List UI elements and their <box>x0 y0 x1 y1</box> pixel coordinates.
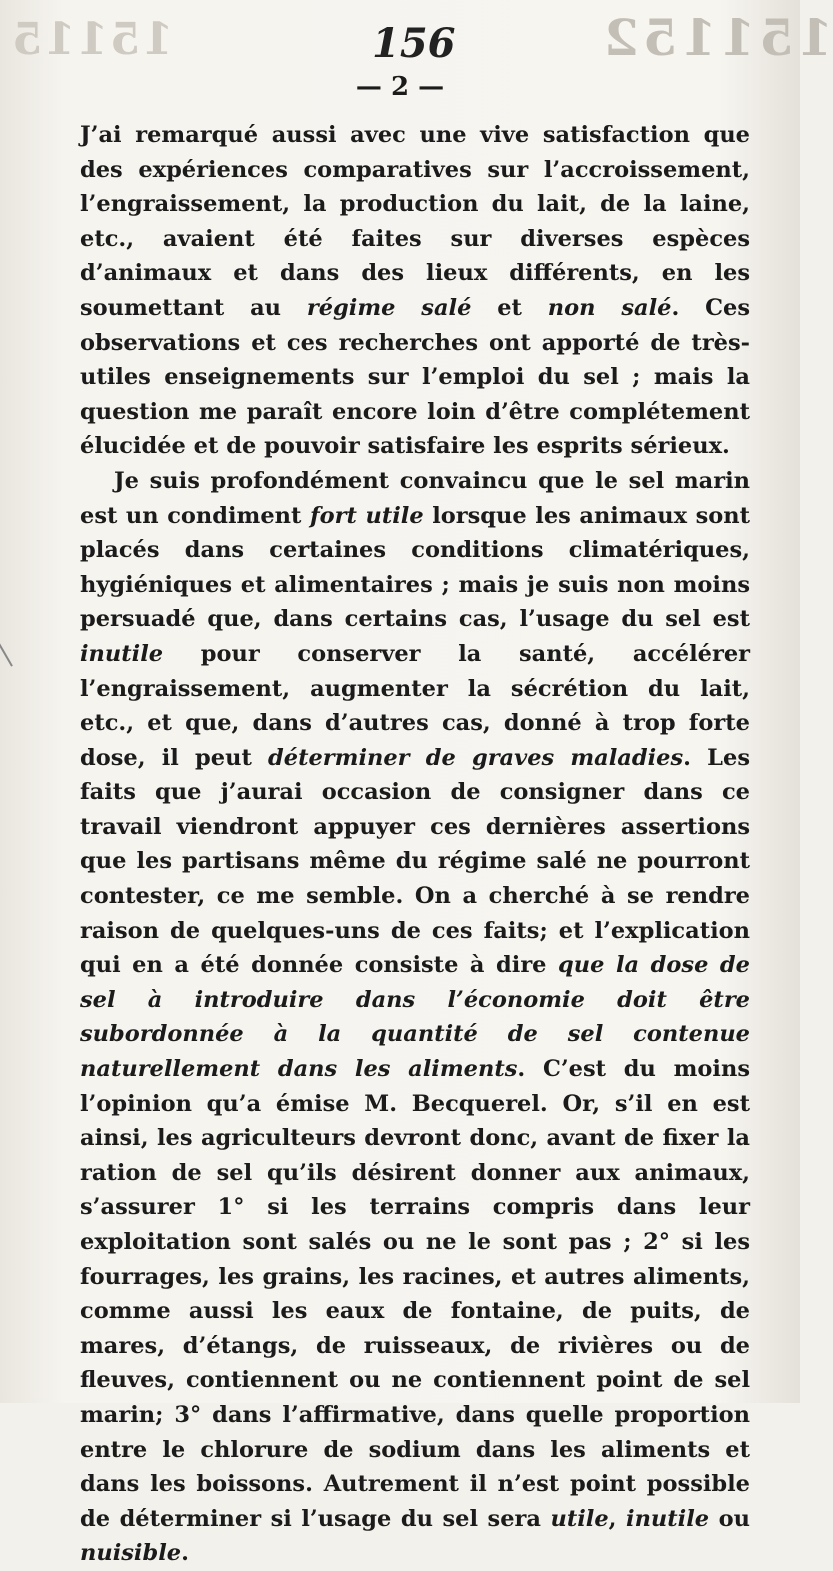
text-run: . Ces observations et ces recherches ont apporté de très-utiles enseignements sur l’emploi du sel ; mais la question me paraît encore loin d’être complétement élucidée et de pouvoir satisfaire les esprits sérieux. <box>80 294 750 460</box>
emphasis-regime-sale: régime salé <box>306 294 472 321</box>
emphasis-nuisible: nuisible <box>80 1540 182 1567</box>
emphasis-utile: utile <box>550 1505 609 1532</box>
paragraph-2 <box>80 464 750 1571</box>
emphasis-dose-de-sel: que la dose de sel à introduire dans l’économie doit être subordonnée à la quantité de sel contenue naturellement dans les aliments <box>80 952 750 1083</box>
text-run: Je suis profondément convaincu que le sel marin est un condiment <box>80 467 750 529</box>
margin-mark <box>0 641 13 666</box>
text-run: pour conserver la santé, accélérer l’engraissement, augmenter la sécrétion du lait, etc., et que, dans d’autres cas, donné à trop forte dose, il peut <box>80 640 750 771</box>
library-stamp-left: 15115 <box>10 14 174 65</box>
text-run: et <box>471 294 548 321</box>
emphasis-inutile: inutile <box>80 640 164 667</box>
text-run: . Les faits que j’aurai occasion de consigner dans ce travail viendront appuyer ces dernières assertions que les partisans même du régime salé ne pourront contester, ce me semble. On a cherché à se rendre raison de quelques-uns de ces faits; et l’explication qui en a été donnée consiste à dire <box>80 744 750 979</box>
text-run: ou <box>709 1505 750 1532</box>
page-number: — 2 — <box>355 72 445 102</box>
text-run: . C’est du moins l’opinion qu’a émise M. Becquerel. Or, s’il en est ainsi, les agriculteurs devront donc, avant de fixer la ration de sel qu’ils désirent donner aux animaux, s’assurer 1° si les terrains compris dans leur exploitation sont salés ou ne le sont pas ; 2° si les fourrages, les grains, les racines, et autres aliments, comme aussi les eaux de fontaine, de puits, de mares, d’étangs, de ruisseaux, de rivières ou de fleuves, contiennent ou ne contiennent point de sel marin; 3° dans l’affirmative, dans quelle proportion entre le chlorure de sodium dans les aliments et dans les boissons. Autrement il n’est point possible de déterminer si l’usage du sel sera <box>80 1056 750 1532</box>
body-text <box>80 118 750 1571</box>
handwritten-shelf-mark: 156 <box>372 20 456 67</box>
paragraph-1 <box>80 118 750 464</box>
emphasis-non-sale: non salé <box>547 294 672 321</box>
text-run: , <box>608 1505 627 1532</box>
text-run: . <box>181 1540 189 1567</box>
emphasis-inutile-2: inutile <box>626 1505 710 1532</box>
text-run: lorsque les animaux sont placés dans certaines conditions climatériques, hygiéniques et alimentaires ; mais je suis non moins persuadé que, dans certains cas, l’usage du sel est <box>80 502 751 633</box>
library-stamp-right: 151152 <box>600 8 833 67</box>
emphasis-fort-utile: fort utile <box>310 502 424 529</box>
text-run: J’ai remarqué aussi avec une vive satisfaction que des expériences comparatives sur l’accroissement, l’engraissement, la production du lait, de la laine, etc., avaient été faites sur diverses espèces d’animaux et dans des lieux différents, en les soumettant au <box>80 122 750 321</box>
emphasis-graves-maladies: déterminer de graves maladies <box>268 744 684 771</box>
